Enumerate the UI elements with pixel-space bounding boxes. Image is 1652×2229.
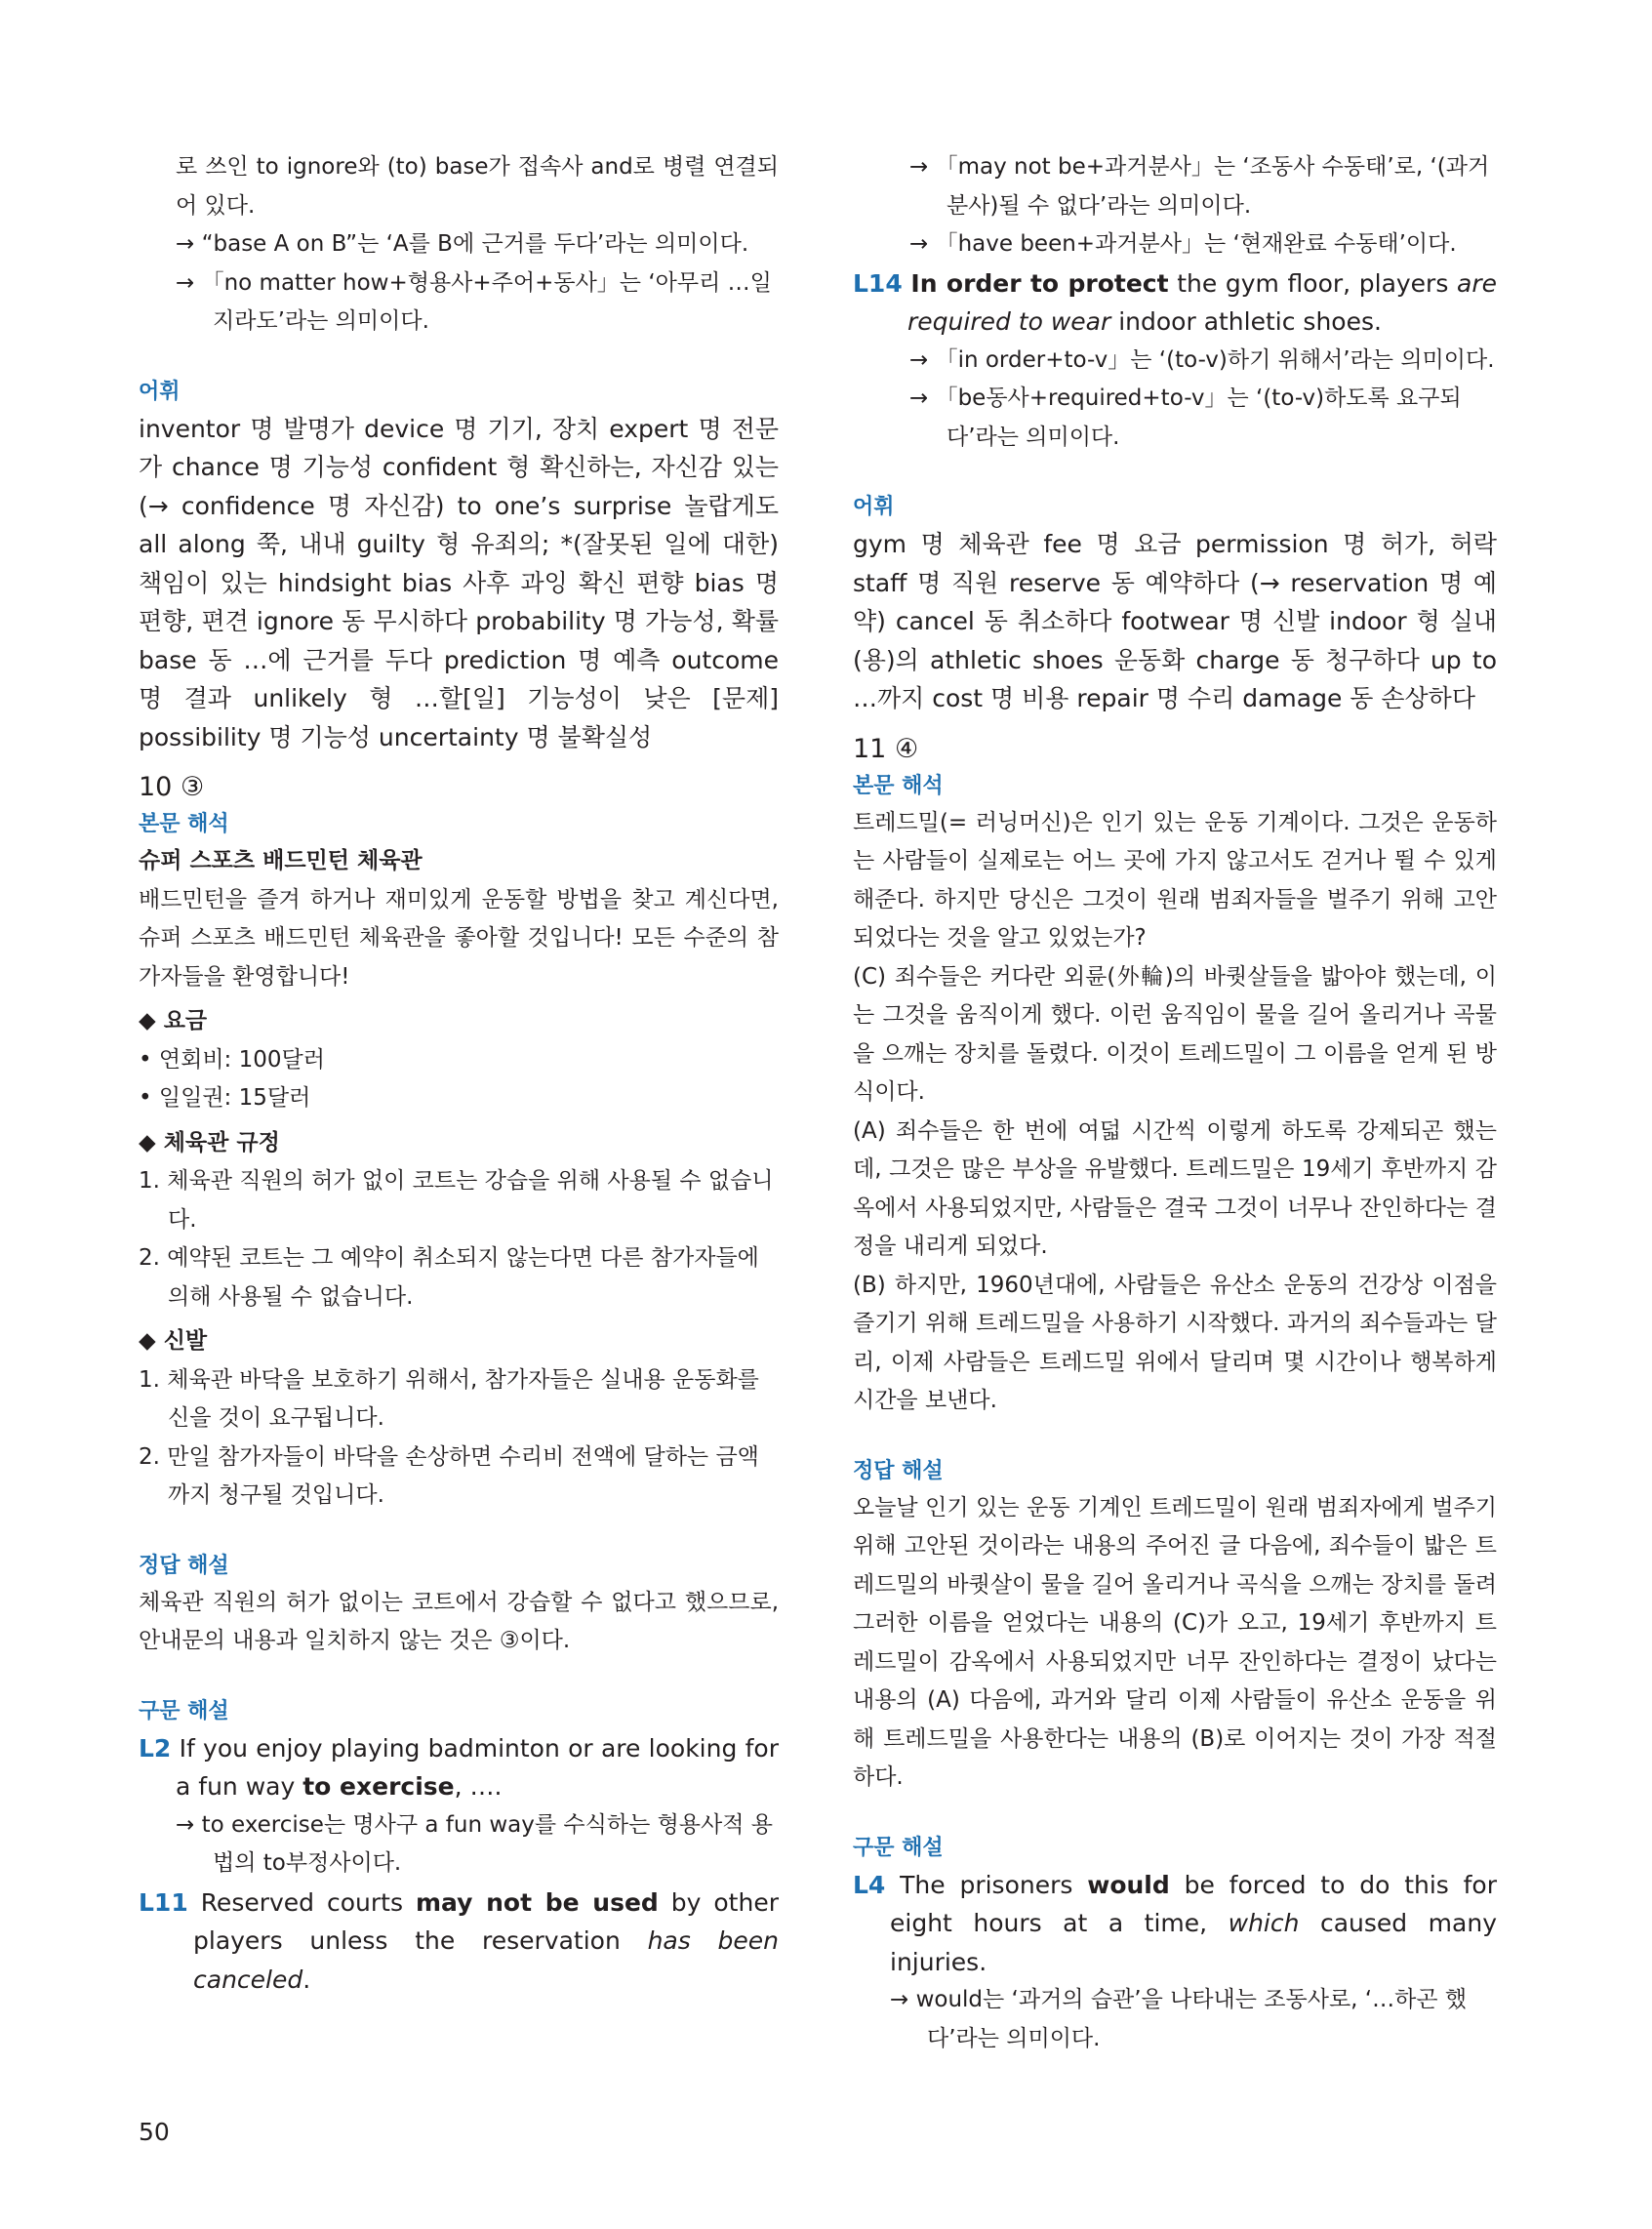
answer-heading: 정답 해설 (139, 1553, 229, 1578)
left-column (139, 148, 779, 1999)
syntax-note: → 「be동사+required+to-v」는 ‘(to-v)하도록 요구되다’라는 의미이다. (909, 385, 1462, 450)
right-column (853, 148, 1497, 2058)
syntax-heading: 구문 해설 (139, 1698, 229, 1723)
syntax-text: . (302, 1965, 311, 1994)
syntax-line-l11 (139, 1884, 779, 2000)
question-number: 11 ④ (853, 733, 919, 764)
shoes-heading: ◆ 신발 (139, 1328, 208, 1354)
cont-note-1: → “base A on B”는 ‘A를 B에 근거를 두다’라는 의미이다. (176, 231, 749, 257)
cont-note-3: → 「may not be+과거분사」는 ‘조동사 수동태’로, ‘(과거분사)될 수 없다’라는 의미이다. (909, 154, 1490, 219)
question-number: 10 ③ (139, 772, 205, 802)
syntax-bold: would (1087, 1870, 1170, 1899)
line-label: L14 (853, 268, 903, 298)
vocab-heading: 어휘 (853, 495, 895, 519)
syntax-italic: are required to wear (907, 268, 1497, 336)
translation-heading: 본문 해석 (139, 812, 229, 836)
vocab-list: inventor 명 발명가 device 명 기기, 장치 expert 명 전문가 chance 명 기능성 confident 형 확신하는, 자신감 있는 (→ confidence 명 자신감) to one’s surprise 놀랍게도 all along 쭉, 내내 guilty 형 유죄의; *(잘못된 일에 대한) 책임이 있는 hindsight bias 사후 과잉 확신 편향 bias 명 편향, 편견 ignore 동 무시하다 probability 명 가능성, 확률 base 동 …에 근거를 두다 prediction 명 예측 outcome 명 결과 unlikely 형 …할[일] 기능성이 낮은 [문제] possibility 명 기능성 uncertainty 명 불확실성 (139, 414, 779, 751)
translation-paragraph: (A) 죄수들은 한 번에 여덟 시간씩 이렇게 하도록 강제되곤 했는데, 그것은 많은 부상을 유발했다. 트레드밀은 19세기 후반까지 감옥에서 사용되었지만, 사람들은 결국 그것이 너무나 잔인하다는 결정을 내리게 되었다. (853, 1117, 1497, 1259)
syntax-text: If you enjoy playing badminton or are looking for a fun way (176, 1733, 779, 1801)
syntax-text: the gym floor, players (1168, 268, 1458, 298)
translation-title: 슈퍼 스포츠 배드민턴 체육관 (139, 848, 423, 873)
fee-heading: ◆ 요금 (139, 1008, 208, 1033)
cont-note-4: → 「have been+과거분사」는 ‘현재완료 수동태’이다. (909, 231, 1457, 257)
answer-text: 체육관 직원의 허가 없이는 코트에서 강습할 수 없다고 했으므로, 안내문의 내용과 일치하지 않는 것은 ③이다. (139, 1589, 779, 1653)
page-number: 50 (139, 2118, 170, 2146)
line-label: L4 (853, 1870, 886, 1899)
translation-paragraph: (B) 하지만, 1960년대에, 사람들은 유산소 운동의 건강상 이점을 즐기기 위해 트레드밀을 사용하기 시작했다. 과거의 죄수들과는 달리, 이제 사람들은 트레드밀 위에서 달리며 몇 시간이나 행복하게 시간을 보낸다. (853, 1272, 1497, 1413)
syntax-text: be forced to do this for eight hours at a time, (890, 1870, 1497, 1937)
fee-item: • 일일권: 15달러 (139, 1085, 311, 1111)
rule-item: 1. 체육관 직원의 허가 없이 코트는 강습을 위해 사용될 수 없습니다. (139, 1168, 774, 1233)
syntax-line-l14 (853, 264, 1497, 342)
answer-text: 오늘날 인기 있는 운동 기계인 트레드밀이 원래 범죄자에게 벌주기 위해 고안된 것이라는 내용의 주어진 글 다음에, 죄수들이 밟은 트레드밀의 바퀏살이 물을 길어 올리거나 곡식을 으깨는 장치를 돌려 그러한 이름을 얻었다는 내용의 (C)가 오고, 19세기 후반까지 트레드밀이 감옥에서 사용되었지만 너무 잔인하다는 결정이 났다는 내용의 (A) 다음에, 과거와 달리 이제 사람들이 유산소 운동을 위해 트레드밀을 사용한다는 내용의 (B)로 이어지는 것이 가장 적절하다. (853, 1494, 1497, 1790)
syntax-bold: In order to protect (910, 268, 1169, 298)
shoes-item: 2. 만일 참가자들이 바닥을 손상하면 수리비 전액에 달하는 금액까지 청구될 것입니다. (139, 1443, 759, 1508)
syntax-text: Reserved courts (200, 1887, 416, 1917)
vocab-heading: 어휘 (139, 379, 181, 404)
cont-note-2: → 「no matter how+형용사+주어+동사」는 ‘아무리 …일지라도’라는 의미이다. (176, 269, 772, 334)
syntax-heading: 구문 해설 (853, 1835, 944, 1860)
syntax-bold: to exercise (302, 1772, 455, 1801)
syntax-text: caused many injuries. (890, 1909, 1497, 1976)
syntax-text: indoor athletic shoes. (1110, 307, 1382, 336)
cont-text-1: 로 쓰인 to ignore와 (to) base가 접속사 and로 병렬 연결되어 있다. (176, 154, 779, 219)
fee-item: • 연회비: 100달러 (139, 1046, 325, 1073)
syntax-text: , …. (454, 1772, 503, 1801)
syntax-italic: which (1228, 1909, 1300, 1937)
syntax-note: → would는 ‘과거의 습관’을 나타내는 조동사로, ‘…하곤 했다’라는 의미이다. (890, 1987, 1468, 2051)
syntax-line-l4 (853, 1866, 1497, 1982)
vocab-list: gym 명 체육관 fee 명 요금 permission 명 허가, 허락 staff 명 직원 reserve 동 예약하다 (→ reservation 명 예약) cancel 동 취소하다 footwear 명 신발 indoor 형 실내(용)의 athletic shoes 운동화 charge 동 청구하다 up to …까지 cost 명 비용 repair 명 수리 damage 동 손상하다 (853, 530, 1497, 712)
line-label: L11 (139, 1887, 188, 1917)
line-label: L2 (139, 1733, 172, 1763)
syntax-bold: may not be used (415, 1887, 659, 1917)
translation-heading: 본문 해석 (853, 773, 944, 798)
syntax-note: → 「in order+to-v」는 ‘(to-v)하기 위해서’라는 의미이다. (909, 346, 1495, 373)
answer-heading: 정답 해설 (853, 1458, 944, 1483)
shoes-item: 1. 체육관 바닥을 보호하기 위해서, 참가자들은 실내용 운동화를 신을 것이 요구됩니다. (139, 1366, 759, 1431)
syntax-line-l2 (139, 1729, 779, 1806)
translation-paragraph: 트레드밀(= 러닝머신)은 인기 있는 운동 기계이다. 그것은 운동하는 사람들이 실제로는 어느 곳에 가지 않고서도 걷거나 뛸 수 있게 해준다. 하지만 당신은 그것이 원래 범죄자들을 벌주기 위해 고안되었다는 것을 알고 있었는가? (853, 809, 1497, 951)
syntax-italic: has been canceled (193, 1926, 779, 1994)
rules-heading: ◆ 체육관 규정 (139, 1129, 280, 1155)
translation-paragraph: (C) 죄수들은 커다란 외륜(外輪)의 바퀏살들을 밟아야 했는데, 이는 그것을 움직이게 했다. 이런 움직임이 물을 길어 올리거나 곡물을 으깨는 장치를 돌렸다. 이것이 트레드밀이 그 이름을 얻게 된 방식이다. (853, 963, 1497, 1105)
syntax-text: by other players unless the reservation (193, 1887, 779, 1955)
syntax-text: The prisoners (900, 1870, 1088, 1899)
translation-intro: 배드민턴을 즐겨 하거나 재미있게 운동할 방법을 찾고 계신다면, 슈퍼 스포츠 배드민턴 체육관을 좋아할 것입니다! 모든 수준의 참가자들을 환영합니다! (139, 886, 779, 990)
syntax-note: → to exercise는 명사구 a fun way를 수식하는 형용사적 용법의 to부정사이다. (176, 1811, 773, 1876)
rule-item: 2. 예약된 코트는 그 예약이 취소되지 않는다면 다른 참가자들에 의해 사용될 수 없습니다. (139, 1245, 759, 1310)
